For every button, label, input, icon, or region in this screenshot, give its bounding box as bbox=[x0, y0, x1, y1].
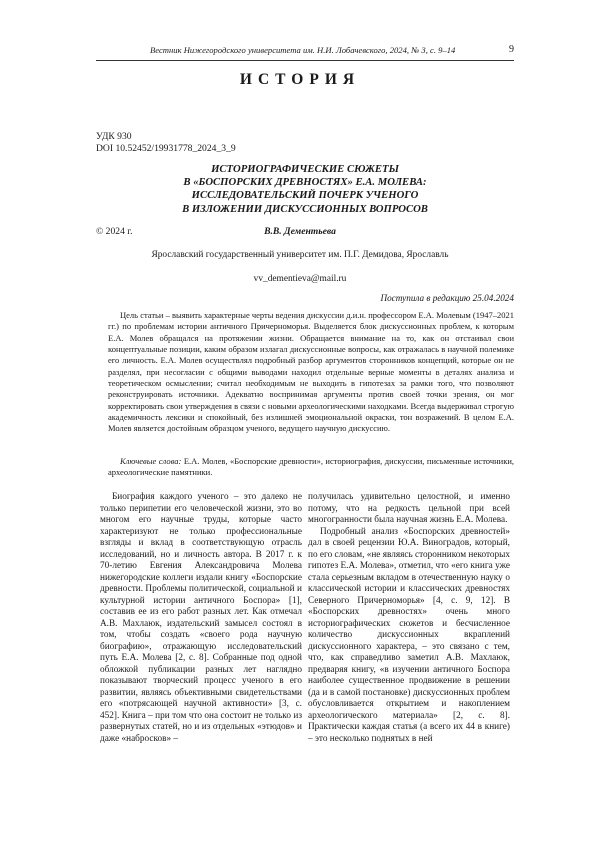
received-date: Поступила в редакцию 25.04.2024 bbox=[380, 293, 514, 303]
title-line: В ИЗЛОЖЕНИИ ДИСКУССИОННЫХ ВОПРОСОВ bbox=[182, 202, 428, 215]
keywords bbox=[108, 456, 514, 479]
title-line: В «БОСПОРСКИХ ДРЕВНОСТЯХ» Е.А. МОЛЕВА: bbox=[183, 176, 427, 189]
doi: DOI 10.52452/19931778_2024_3_9 bbox=[96, 143, 236, 154]
keywords-text: Е.А. Молев, «Боспорские древности», историография, дискуссии, письменные источники, археологические памятники. bbox=[108, 456, 515, 478]
title-line: ИСТОРИОГРАФИЧЕСКИЕ СЮЖЕТЫ bbox=[211, 163, 399, 175]
body-right-column bbox=[308, 492, 510, 745]
author-name: В.В. Дементьева bbox=[264, 226, 336, 237]
page-number: 9 bbox=[509, 44, 514, 55]
section-title: ИСТОРИЯ bbox=[239, 71, 361, 88]
abstract-text: Цель статьи – выявить характерные черты ведения дискуссии д.и.н. профессором Е.А. Молевым (1947–2021 гг.) по проблемам истории античного Причерноморья. Выделяется блок дискуссионных проблем, к которым Е.А. Молев обращался на протяжении жизни. Обращается внимание на то, как он отстаивал свои концептуальные позиции, каким образом излагал дискуссионные вопросы, как отражалась в научной полемике его личность. Е.А. Молев осуществлял подробный разбор аргументов сторонников концепций, которые он не разделял, при несогласии с общими выводами находил отдельные верные моменты в деталях анализа и теоретическом осмыслении; считал необходимым не выходить в гипотезах за рамки того, что позволяют реконструировать источники. Адекватно воспринимая аргументы против своей точки зрения, он мог корректировать свои утверждения в связи с новыми археологическими находками. Всегда выдерживал строгую академичность лексики и спокойный, без излишней эмоциональной окраски, тон возражений. В целом Е.А. Молев является достойным образцом ученого, ведущего научную дискуссию. bbox=[108, 310, 514, 434]
journal-citation: Вестник Нижегородского университета им. Н.И. Лобачевского, 2024, № 3, с. 9–14 bbox=[150, 45, 456, 55]
copyright: © 2024 г. bbox=[96, 226, 133, 237]
body-paragraph: Подробный анализ «Боспорских древностей» дал в своей рецензии Ю.А. Виноградов, который, по его словам, «не являясь сторонником некоторых гипотез Е.А. Молева», отметил, что «его книга уже стала серьезным вкладом в отечественную науку о классической истории и классических древностях Северного Причерноморья» [4, с. 9, 12]. В «Боспорских древностях» очень много историографических сюжетов и бесчисленное количество дискуссионных вкраплений дискуссионного характера, – это связано с тем, что, как справедливо заметил А.В. Махлаюк, предваряя книгу, «в изучении античного Боспора наиболее существенное продвижение в решении (да и в самой постановке) дискуссионных проблем обусловливается открытием и накоплением археологического материала» [2, с. 8]. Практически каждая статья (а всего их 44 в книге) – это несколько поднятых в ней bbox=[308, 526, 510, 744]
udk-code: УДК 930 bbox=[96, 131, 132, 142]
body-paragraph-continuation: получилась удивительно целостной, и именно потому, что на редкость цельной при всей многогранности была научная жизнь Е.А. Молева. bbox=[308, 492, 510, 525]
body-paragraph: Биография каждого ученого – это далеко не только перипетии его человеческой жизни, это во многом его научные труды, которые часто характеризуют не только профессиональные взгляды и вклад в соответствующую отрасль исследований, но и личность автора. В 2017 г. к 70-летию Евгения Александровича Молева нижегородские коллеги издали книгу «Боспорские древности. Проблемы политической, социальной и культурной истории античного Боспора» [1], составив ее из его работ разных лет. Как отмечал А.В. Махлаюк, издательский замысел состоял в том, чтобы создать «своего рода научную биографию», отражающую исследовательский путь Е.А. Молева [2, с. 8]. Собранные под одной обложкой публикации разных лет наглядно показывают творческий процесс ученого в его развитии, являясь объективными свидетельствами его «потрясающей научной активности» [3, с. 452]. Книга – при том что она состоит не только из развернутых статей, но и из отдельных «этюдов» и даже «набросков» – bbox=[100, 492, 302, 744]
author-email[interactable]: vv_dementieva@mail.ru bbox=[253, 274, 347, 284]
body-left-column bbox=[100, 492, 302, 745]
article-title bbox=[96, 163, 514, 216]
running-header bbox=[96, 44, 514, 61]
affiliation: Ярославский государственный университет им. П.Г. Демидова, Ярославль bbox=[151, 250, 449, 260]
abstract bbox=[108, 310, 514, 435]
title-line: ИССЛЕДОВАТЕЛЬСКИЙ ПОЧЕРК УЧЕНОГО bbox=[191, 189, 419, 202]
keywords-label: Ключевые слова: bbox=[120, 456, 182, 466]
